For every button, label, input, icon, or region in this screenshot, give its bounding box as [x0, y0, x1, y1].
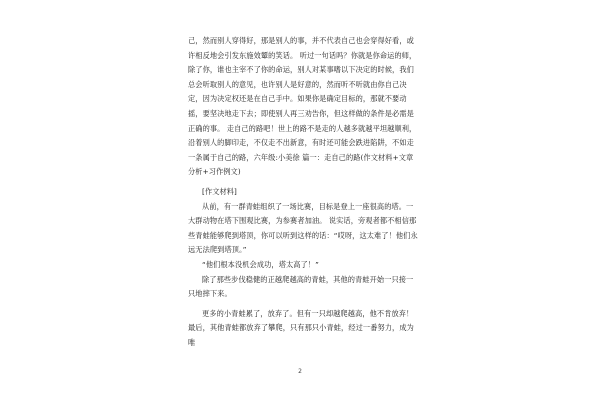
section-heading: [作文材料]: [202, 186, 237, 196]
paragraph-quote: “他们根本没机会成功，塔太高了！”: [202, 259, 319, 269]
body-text: [188, 34, 420, 350]
paragraph-falling: 除了那些步伐稳健的正越爬越高的青蛙，其他的青蛙开始一只接一只地摔下来。: [188, 274, 414, 299]
page-number: 2: [298, 368, 302, 375]
paragraph-persist: 更多的小青蛙累了，放弃了。但有一只却越爬越高，他不肯放弃！最后，其他青蛙都放弃了攀爬，只有那只小青蛙，经过一番努力，成为唯: [188, 308, 414, 347]
paragraph-story: 从前，有一群青蛙组织了一场比赛，目标是登上一座很高的塔。一大群动物在塔下围观比赛，为参赛者加油。 说实话，旁观者都不相信那些青蛙能够爬到塔顶，你可以听到这样的话：“哎呀，这太难了！他们永远无法爬到塔顶。”: [188, 201, 418, 255]
paragraph-intro: 己，然而别人穿得好，那是别人的事，并不代表自己也会穿得好看，或许相反地会引发东施效颦的笑话。 听过一句话吗？你就是你命运的师，除了你，谁也主宰不了你的命运，别人对某事嗜以下决定的时候，我们总会听取别人的意见，也许别人是好意的，然而听不听就由你自己决定，因为决定权还是在自己手中。如果你是确定目标的，那就不要动摇，要坚决地走下去；即使别人再三劝告你，但这样做的条件是必需是正确的事。 走自己的路吧！世上的路不是走的人越多就越平坦越顺利，沿着别人的脚印走，不仅走不出新意，有时还可能会跌进陷阱，不如走一条属于自己的路，六年级:小美徐 篇一：走自己的路(作文材料+文章分析+习作例文): [188, 36, 417, 177]
